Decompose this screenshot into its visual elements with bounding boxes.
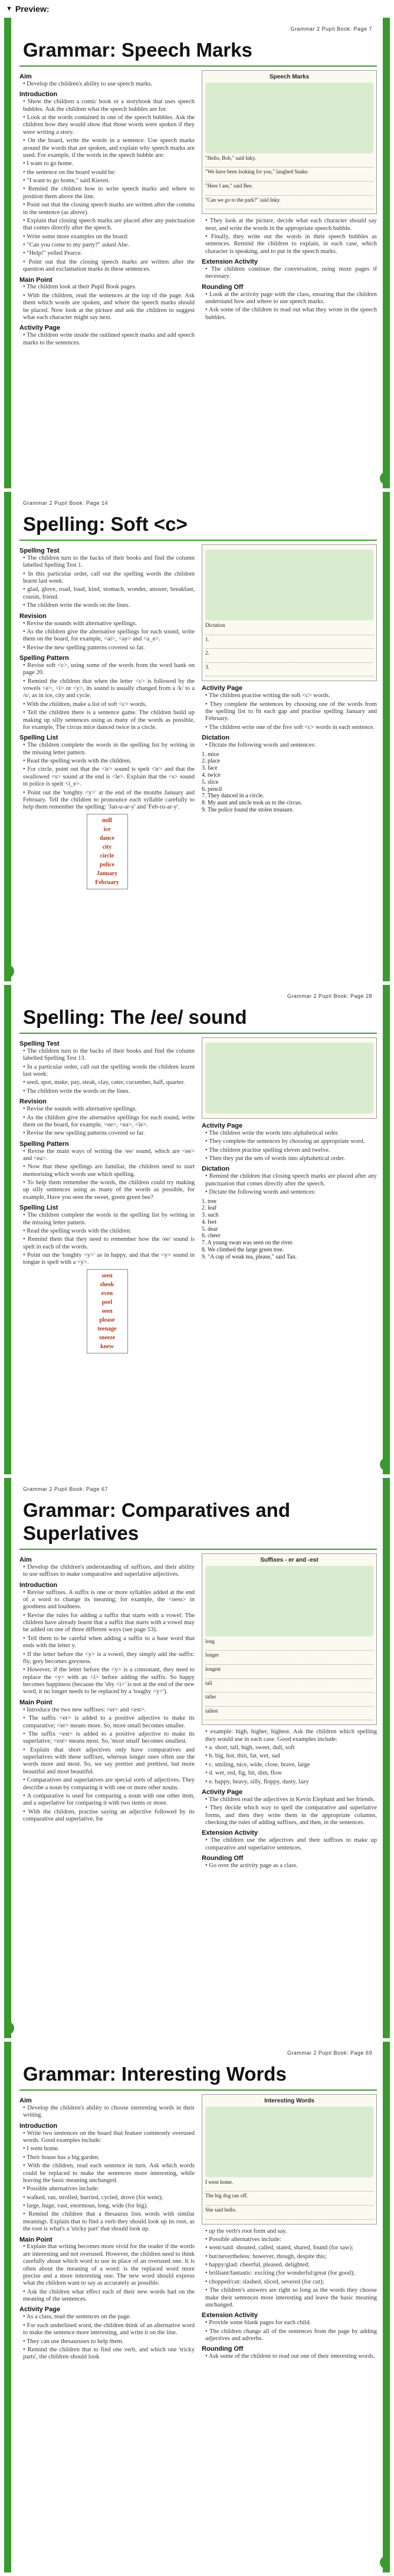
- section-text: • c. smiling, nice, wide, close, brave, large: [205, 1761, 310, 1768]
- section-text: • glad, glove, road, loud, kind, stomach, wonder, answer, breakfast, cousin, friend.: [23, 586, 195, 600]
- worksheet-line: "Here I am," said Bee.: [205, 182, 253, 189]
- section-text: • Revise suffixes. A suffix is one or more syllables added at the end of a word to change its meaning; for example, the <ness> in goodness and loudness.: [23, 1589, 195, 1611]
- worksheet-thumbnail: [202, 70, 377, 214]
- section-text: • Explain that closing speech marks are placed after any punctuation that comes directly after the speech.: [23, 217, 195, 232]
- worksheet-line: Dictation: [205, 622, 225, 628]
- worksheet-line: 1.: [205, 636, 209, 642]
- section-text: • The children write inside the outlined speech marks and add speech marks to the sentences.: [23, 332, 195, 346]
- section-text: • Remind the children how to write speech marks and where to position them above the line.: [23, 186, 195, 200]
- section-text: • Develop the children's ability to choose interesting words in their writing.: [23, 2104, 195, 2119]
- section-text: • Provide some blank pages for each child.: [205, 2319, 311, 2327]
- section-text: • Ask some of the children to read out one of their interesting words.: [205, 2353, 375, 2360]
- section-text: • Finally, they write out the words in their speech bubbles as sentences. Remind the children to explain, in each case, which character is speaking, and to put in the speech marks.: [205, 233, 377, 255]
- section-text: • The children change all of the sentences from the page by adding adjectives and adverbs.: [205, 2328, 377, 2342]
- content-columns: [19, 2094, 377, 2363]
- section-heading: Spelling Test: [19, 1040, 60, 1047]
- section-text: • The suffix <er> is added to a positive adjective to make its comparative; <er> means more. So, more small becomes smaller.: [23, 1715, 195, 1729]
- section-text: • Revise the new spelling patterns covered so far.: [23, 644, 145, 651]
- section-text: • Explain that short adjectives only have comparatives and superlatives with these suffixes, whereas longer ones often use the words more and most. So, we say prettier and prettiest, but more beautiful and most beautiful.: [23, 1746, 195, 1775]
- spelling-word-box: [87, 1269, 128, 1353]
- section-text: • Point out the 'tonghty <y>' as in happy, and that the <y> sound in tongue is spelt with a <y>.: [23, 1252, 195, 1266]
- page-number-badge: 17: [380, 472, 390, 485]
- section-text: • chopped/cut: slashed, sliced, severed (for cut);: [205, 2278, 324, 2285]
- dictation-item: 7. A young swan was seen on the river.: [202, 1240, 294, 1247]
- dictation-item: 3. face: [202, 765, 218, 772]
- worksheet-rule: [205, 190, 373, 196]
- worksheet-illustration: [205, 2107, 373, 2177]
- section-heading: Rounding Off: [202, 283, 244, 291]
- spelling-word: police: [100, 861, 114, 868]
- section-heading: Extension Activity: [202, 258, 258, 266]
- dictation-item: 1. tree: [202, 1198, 216, 1205]
- section-heading: Extension Activity: [202, 2312, 258, 2319]
- section-heading: Revision: [19, 1098, 47, 1106]
- section-heading: Spelling List: [19, 1204, 58, 1212]
- worksheet-line: "Can we go to the park?" said Inky.: [205, 196, 281, 203]
- page-inner: [11, 18, 383, 353]
- section-heading: Dictation: [202, 734, 230, 742]
- section-text: • A comparative is used for comparing a noun with one other item, and a superlative for comparing it with two items or more.: [23, 1792, 195, 1807]
- spelling-word: sneeze: [98, 1334, 116, 1341]
- worksheet-rule: [205, 1674, 373, 1679]
- section-text: • but/nevertheless: however, though, despite this;: [205, 2253, 327, 2260]
- worksheet-rule: [205, 1701, 373, 1707]
- section-text: • Show the children a comic book or a storybook that uses speech bubbles. Ask the children what the speech bubbles are for.: [23, 98, 195, 113]
- page-number-badge: 64: [4, 965, 14, 978]
- section-text: • "I want to go home," said Kieren.: [23, 178, 110, 184]
- section-text: • Dictate the following words and sentences:: [205, 1189, 316, 1196]
- dictation-item: 6. pencil: [202, 786, 222, 793]
- worksheet-title: Suffixes - er and -est: [260, 1556, 319, 1563]
- left-column: [19, 544, 195, 892]
- left-column: [19, 1553, 195, 1871]
- section-text: • The children complete the words in the spelling list by writing in the missing letter pattern.: [23, 742, 195, 756]
- page-title: Spelling: Soft <c>: [19, 511, 377, 541]
- section-text: • Then they put the sets of words into alphabetical order.: [205, 1155, 346, 1162]
- dictation-item: 1. mice: [202, 751, 219, 758]
- section-text: • They can use thesauruses to help them.: [23, 2338, 124, 2345]
- section-text: • Look at the words contained in one of the speech bubbles. Ask the children how they would show that those words were spoken if they were writing a story.: [23, 114, 195, 136]
- section-text: • Remind the children that a thesaurus lists words with similar meanings. Explain that to find a verb they should look up its root, as the root is what's a 'sticky part' that should look up.: [23, 2211, 195, 2233]
- dictation-item: 4. feet: [202, 1218, 216, 1225]
- section-text: • Revise the rules for adding a suffix that starts with a vowel: The children have already learnt that a suffix that starts with a vowel may be added on one of three different ways (see page 53).: [23, 1612, 195, 1634]
- page-running-header: Grammar 2 Pupil Book: Page 14: [23, 500, 109, 506]
- worksheet-thumbnail: [202, 544, 377, 681]
- section-heading: Extension Activity: [202, 1829, 258, 1837]
- section-text: • With the children, read the sentences at the top of the page. Ask them which words are spoken, and where the speech marks should be placed. Now look at the picture and ask the children to suggest what each character might say next.: [23, 292, 195, 321]
- worksheet-line: 2.: [205, 650, 209, 656]
- page-running-header: Grammar 2 Pupil Book: Page 7: [290, 25, 372, 32]
- section-text: • "Can you come to my party?" asked Abe.: [23, 242, 129, 248]
- spelling-word: city: [102, 843, 112, 850]
- worksheet-rule: [205, 1645, 373, 1651]
- page-running-header: Grammar 2 Pupil Book: Page 67: [23, 1486, 109, 1492]
- dictation-item: 6. cheer: [202, 1233, 221, 1240]
- section-text: • Revise the sounds with alternative spellings.: [23, 620, 137, 627]
- right-column: [202, 1553, 377, 1871]
- worksheet-line: "We have been looking for you," laughed Snake.: [205, 169, 309, 175]
- section-text: • Develop the children's ability to use speech marks.: [23, 80, 153, 87]
- section-text: • However, if the letter before the <y> is a consonant, they need to replace the <y> with an <i> before adding the suffix. So happy becomes happiness (because the 'shy <i>' is not at the end of the new word, it no longer needs to be replaced by a 'toughy <y>').: [23, 1667, 195, 1696]
- worksheet-title: Interesting Words: [264, 2097, 314, 2104]
- dictation-list: [202, 751, 377, 814]
- section-text: • e. happy, heavy, silly, floppy, dusty, lazy: [205, 1778, 309, 1785]
- spelling-word: February: [95, 879, 119, 886]
- worksheet-line: "Hello, Bob," said Inky.: [205, 155, 257, 161]
- section-text: • example: high, higher, highest. Ask the children which spelling they would use in each case. Good examples include:: [205, 1729, 377, 1743]
- section-text: • The children write the words on the lines.: [23, 1087, 130, 1095]
- right-column: [202, 544, 377, 892]
- dictation-item: 4. twice: [202, 771, 221, 778]
- section-text: • The children practise writing the soft <c> words.: [205, 692, 330, 699]
- page-inner: [11, 985, 383, 1361]
- content-columns: [19, 70, 377, 348]
- section-text: • a. short, tall, high, sweet, dull, soft: [205, 1744, 295, 1752]
- right-column: [202, 70, 377, 348]
- spelling-word: seen: [101, 1272, 113, 1279]
- page-running-header: Grammar 2 Pupil Book: Page 69: [287, 2049, 372, 2056]
- section-heading: Dictation: [202, 1165, 230, 1173]
- left-column: [19, 70, 195, 348]
- section-text: • They complete the sentences by choosing one of the words from the spelling list to fit each gap and practise spelling January and February.: [205, 701, 377, 722]
- section-text: • Write some more examples on the board:: [23, 233, 129, 240]
- section-text: • For each underlined word, the children think of an alternative word to make the sentence more interesting, and write it on the line.: [23, 2322, 195, 2337]
- section-text: • Now that these spellings are familiar, the children need to start memorising which words use which spelling.: [23, 1164, 195, 1178]
- section-heading: Spelling Pattern: [19, 655, 69, 662]
- section-text: • For circle, point out that the <ir> sound is spelt <ir> and that the swallowed <s> sound at the end is <le>. Explain that the <s> sound in police is spelt <i_e>.: [23, 766, 195, 788]
- section-text: • The children turn to the backs of their books and find the column labelled Spelling Test 1.: [23, 554, 195, 569]
- section-text: • The children's answers are right so long as the words they choose make their sentences more interesting and leave the basic meaning unchanged.: [205, 2287, 377, 2308]
- section-text: • Possible alternatives include:: [23, 2186, 99, 2193]
- section-heading: Spelling List: [19, 734, 58, 742]
- section-text: • seed, spot, make, pay, steak, clay, cater, cucumber, half, quarter.: [23, 1079, 185, 1086]
- section-text: • They decide which way to spell the comparative and superlative forms, and then they write them in the appropriate columns, checking the rules of adding suffixes, and then, in the sentences.: [205, 1805, 377, 1826]
- spelling-word: peel: [101, 1299, 113, 1306]
- section-text: • The children use the adjectives and their suffixes to make up comparative and superlative sentences.: [205, 1837, 377, 1851]
- section-text: • Point out that the closing speech marks are written after the question and exclamation marks in these sentences.: [23, 258, 195, 273]
- section-text: • Ask the children what effect each of their new words had on the meaning of the sentences.: [23, 2288, 195, 2303]
- section-text: • The children write one of the five soft <c> words in each sentence.: [205, 724, 375, 731]
- section-text: • happy/glad: cheerful, pleased, delighted;: [205, 2262, 310, 2269]
- section-text: • Point out that the closing speech marks are written after the comma in the sentence (as above).: [23, 202, 195, 216]
- dictation-item: 2. place: [202, 758, 221, 765]
- page-title: Grammar: Interesting Words: [19, 2061, 377, 2091]
- worksheet-thumbnail: [202, 1553, 377, 1725]
- section-text: • went/said: shouted, called, stated, shared, found (for saw);: [205, 2245, 353, 2252]
- worksheet-line: longer: [205, 1652, 219, 1658]
- page-number-badge: 59: [380, 2556, 390, 2569]
- section-text: • Explain that writing becomes more vivid for the reader if the words are interesting and not overused. However, the children need to think carefully about which word to use in place of an overused one. It is often about the meaning of a word: is the replaced word more precise and a more interesting one. The new word should express what the children want to say as accurately as possible.: [23, 2243, 195, 2287]
- page-number-badge: 58: [380, 1458, 390, 1471]
- worksheet-line: 3.: [205, 663, 209, 670]
- section-text: • With the children, read each sentence in turn. Ask which words could be replaced to make the sentences more interesting, while leaving the basic meaning unchanged.: [23, 2163, 195, 2184]
- worksheet-rule: [205, 1715, 373, 1720]
- preview-label: Preview:: [15, 4, 50, 14]
- section-text: • The children look at their Pupil Book pages.: [23, 284, 137, 291]
- worksheet-rule: [205, 162, 373, 167]
- spelling-word: please: [99, 1316, 115, 1323]
- section-text: • Dictate the following words and sentences:: [205, 742, 316, 749]
- right-column: [202, 2094, 377, 2363]
- section-text: • large, huge, vast, enormous, long, wide (for big).: [23, 2203, 148, 2209]
- worksheet-line: taller: [205, 1694, 216, 1700]
- section-text: • Remind the children that to find one verb, and which one 'tricky parts', the children should look: [23, 2346, 195, 2361]
- worksheet-line: tall: [205, 1680, 212, 1686]
- worksheet-line: longest: [205, 1665, 221, 1672]
- dictation-item: 8. My aunt and uncle took us to the circus.: [202, 800, 303, 807]
- section-text: • the sentence on the board would be:: [23, 169, 116, 176]
- section-text: • As a class, read the sentences on the page.: [23, 2314, 131, 2321]
- section-text: • Read the spelling words with the children.: [23, 1227, 132, 1234]
- section-text: • Revise soft <c>, using some of the words from the word bank on page 20.: [23, 662, 195, 676]
- spelling-word: seen: [101, 1307, 113, 1315]
- worksheet-rule: [205, 176, 373, 182]
- page-inner: [11, 492, 383, 896]
- dictation-item: 9. "A cup of weak tea, please," said Tan.: [202, 1253, 297, 1260]
- worksheet-line: She said hello.: [205, 2206, 237, 2213]
- worksheet-rule: [205, 630, 373, 635]
- spelling-word: mill: [102, 817, 112, 824]
- section-text: • As the children give the alternative spellings for each sound, write them on the board, for example, <ee>, <ea>, <ie>.: [23, 1114, 195, 1128]
- worksheet-rule: [205, 2214, 373, 2220]
- preview-header: [0, 0, 394, 18]
- section-heading: Spelling Test: [19, 547, 60, 554]
- page-running-header: Grammar 2 Pupil Book: Page 28: [287, 993, 372, 999]
- section-text: • brilliant/fantastic: exciting (for wonderful/great (for good);: [205, 2270, 355, 2277]
- section-text: • b. big, hot, thin, fat, wet, sad: [205, 1753, 280, 1760]
- section-text: • The suffix <est> is added to a positive adjective to make its superlative; <est> means most. So, 'most small' becomes smallest.: [23, 1730, 195, 1745]
- dictation-item: 5. slice: [202, 778, 219, 786]
- worksheet-rule: [205, 658, 373, 663]
- section-text: • Revise the new spelling patterns covered so far.: [23, 1130, 145, 1137]
- content-columns: [19, 1553, 377, 1871]
- section-text: • Possible alternatives include:: [205, 2236, 281, 2243]
- worksheet-illustration: [205, 1566, 373, 1637]
- pages-container: [0, 18, 394, 2572]
- spelling-word: ice: [103, 826, 111, 833]
- dictation-item: 2. leaf: [202, 1205, 216, 1212]
- worksheet-rule: [205, 643, 373, 649]
- content-columns: [19, 544, 377, 892]
- section-text: • Comparatives and superlatives are special sorts of adjectives. They describe a noun by comparing it with one or more other nouns.: [23, 1777, 195, 1791]
- section-heading: Main Point: [19, 276, 52, 284]
- section-heading: Introduction: [19, 91, 58, 98]
- spelling-word-box: [87, 814, 128, 889]
- section-text: • Remind the children that closing speech marks are placed after any punctuation that comes directly after the speech.: [205, 1173, 377, 1187]
- book-page: [4, 1478, 390, 2038]
- left-column: [19, 1037, 195, 1356]
- right-column: [202, 1037, 377, 1356]
- page-title: Spelling: The /ee/ sound: [19, 1004, 377, 1034]
- worksheet-line: tallest: [205, 1707, 218, 1714]
- section-text: • In this particular order, call out the spelling words the children learnt last week:: [23, 570, 195, 585]
- section-heading: Aim: [19, 1556, 32, 1563]
- section-heading: Activity Page: [202, 685, 243, 692]
- section-heading: Main Point: [19, 2236, 52, 2243]
- section-text: • Write two sentences on the board that feature commonly overused words. Good examples include:: [23, 2130, 195, 2144]
- dictation-item: 5. dear: [202, 1225, 218, 1233]
- section-heading: Activity Page: [19, 2306, 61, 2314]
- dictation-item: 7. They danced in a circle.: [202, 793, 264, 800]
- page-title: Grammar: Comparatives and Superlatives: [19, 1497, 377, 1550]
- section-heading: Main Point: [19, 1698, 52, 1706]
- dictation-item: 3. such: [202, 1212, 219, 1219]
- content-columns: [19, 1037, 377, 1356]
- section-text: • d. wet, red, fig, hit, dim, flow: [205, 1770, 282, 1777]
- worksheet-rule: [205, 2200, 373, 2206]
- worksheet-rule: [205, 1660, 373, 1665]
- section-text: • Introduce the two new suffixes: <er> and <est>.: [23, 1706, 146, 1713]
- section-text: • Remind them that they need to remember how the /ee/ sound is spelt in each of the words.: [23, 1236, 195, 1250]
- worksheet-thumbnail: [202, 2094, 377, 2225]
- spelling-word: sheek: [100, 1281, 114, 1288]
- section-heading: Activity Page: [202, 1122, 243, 1129]
- section-text: • With the children, practise saying an adjective followed by its comparative and superlative, for: [23, 1808, 195, 1823]
- section-text: • Go over the activity page as a class.: [205, 1862, 298, 1869]
- section-text: • Tell the children there is a sentence game. The children build up making up silly sentences using as many of the words as possible, for example, The circus mice danced twice in a circle.: [23, 709, 195, 731]
- spelling-word: knew: [100, 1343, 114, 1350]
- worksheet-line: I went home.: [205, 2179, 234, 2185]
- worksheet-rule: [205, 1687, 373, 1693]
- section-text: • As the children give the alternative spellings for each sound, write them on the board, for example, <ai>, <ay> and <a_e>.: [23, 628, 195, 643]
- section-heading: Spelling Pattern: [19, 1140, 69, 1148]
- page-title: Grammar: Speech Marks: [19, 37, 377, 67]
- section-text: • Revise the sounds with alternative spellings.: [23, 1106, 137, 1113]
- worksheet-rule: [205, 204, 373, 209]
- section-text: • Tell them to be careful when adding a suffix to a base word that ends with the letter y.: [23, 1635, 195, 1650]
- section-text: • In a particular order, call out the spelling words the children learnt last week:: [23, 1063, 195, 1078]
- section-heading: Rounding Off: [202, 1855, 244, 1862]
- section-text: • Their house has a big garden.: [23, 2154, 100, 2161]
- section-heading: Introduction: [19, 1581, 58, 1589]
- section-heading: Revision: [19, 612, 47, 620]
- section-text: • The children continue the conversation, using more pages if necessary.: [205, 266, 377, 280]
- spelling-word: teenage: [97, 1325, 117, 1332]
- section-heading: Activity Page: [19, 324, 61, 332]
- section-text: • The children read the adjectives in Kevin Elephant and her friends.: [205, 1796, 375, 1803]
- chevron-down-icon[interactable]: ▼: [6, 5, 12, 12]
- worksheet-illustration: [205, 1043, 373, 1113]
- section-text: • Revise the main ways of writing the /ee/ sound, which are <ee> and <ea>.: [23, 1148, 195, 1162]
- dictation-list: [202, 1198, 377, 1261]
- section-heading: Aim: [19, 2097, 32, 2104]
- spelling-word: even: [101, 1290, 113, 1297]
- page-number-badge: 57: [4, 2022, 14, 2035]
- section-text: • With the children, make a list of soft <c> words.: [23, 701, 147, 708]
- dictation-item: 9. The police found the stolen treasure.: [202, 806, 294, 813]
- section-text: • walked, ran, strolled, hurried, cycled, drove (for went);: [23, 2194, 163, 2201]
- section-heading: Aim: [19, 73, 32, 80]
- worksheet-rule: [205, 671, 373, 676]
- dictation-item: 8. We climbed the large green tree.: [202, 1247, 284, 1254]
- book-page: [4, 985, 390, 1474]
- worksheet-illustration: [205, 83, 373, 153]
- section-text: • I went home.: [23, 2145, 60, 2153]
- section-text: • Develop the children's understanding of suffixes, and their ability to use suffixes to make comparative and superlative adjectives.: [23, 1563, 195, 1578]
- page-inner: [11, 1478, 383, 1875]
- worksheet-line: long: [205, 1638, 215, 1644]
- section-text: • Ask some of the children to read out what they wrote in the speech bubbles.: [205, 307, 377, 321]
- spelling-word: January: [96, 870, 118, 877]
- section-text: • Point out the 'tonghty <y>' at the end of the months January and February. Tell the children to pronounce each syllable carefully to help them remember the spelling: 'Jan-u-ar-y' and 'Feb-ru-ar-y'.: [23, 789, 195, 811]
- section-text: • The children write the words into alphabetical order.: [205, 1129, 339, 1136]
- section-text: • Remind the children that when the letter <c> is followed by the vowels <e>, <i> or <y>, its sound is usually changed from a /k/ to a /s/, as in ice, city and cycle.: [23, 678, 195, 699]
- book-page: [4, 2042, 390, 2572]
- section-heading: Rounding Off: [202, 2345, 244, 2353]
- section-text: • To help them remember the words, the children could try making up silly sentences using as many of the words as possible, for example, Have you seen the sweet, green green bee?: [23, 1179, 195, 1201]
- section-text: • If the letter before the <y> is a vowel, they simply add the suffix: fly, grey becomes greyness.: [23, 1651, 195, 1665]
- section-text: • I want to go home.: [23, 160, 74, 167]
- section-text: • The children complete the words in the spelling list by writing in the missing letter pattern.: [23, 1212, 195, 1226]
- section-text: • up the verb's root form and say.: [205, 2227, 287, 2235]
- section-heading: Activity Page: [202, 1788, 243, 1796]
- spelling-word: dance: [100, 834, 114, 842]
- section-text: • Read the spelling words with the children.: [23, 758, 132, 765]
- section-text: • The children practise spelling eleven and twelve.: [205, 1146, 330, 1154]
- page-inner: [11, 2042, 383, 2367]
- worksheet-rule: [205, 2186, 373, 2191]
- section-text: • On the board, write the words in a sentence. Use speech marks around the words that are spoken, and explain why speech marks are used. For example, if the words in the speech bubble are:: [23, 137, 195, 159]
- worksheet-illustration: [205, 550, 373, 620]
- book-page: [4, 18, 390, 488]
- worksheet-thumbnail: [202, 1037, 377, 1119]
- section-heading: Introduction: [19, 2122, 58, 2130]
- section-text: • Look at the activity page with the class, ensuring that the children understand how and where to use speech marks.: [205, 291, 377, 305]
- spelling-word: circle: [100, 852, 114, 859]
- left-column: [19, 2094, 195, 2363]
- worksheet-title: Speech Marks: [269, 73, 310, 80]
- section-text: • The children turn to the backs of their books and find the column labelled Spelling Test 13.: [23, 1047, 195, 1062]
- section-text: • The children write the words on the lines.: [23, 602, 130, 609]
- section-text: • They look at the picture, decide what each character should say next, and write the words in the appropriate speech bubble.: [205, 218, 377, 232]
- section-text: • They complete the sentences by choosing an appropriate word.: [205, 1138, 365, 1145]
- section-text: • "Help!" yelled Pearce.: [23, 250, 83, 257]
- worksheet-line: The big dog ran off.: [205, 2193, 248, 2199]
- book-page: [4, 492, 390, 981]
